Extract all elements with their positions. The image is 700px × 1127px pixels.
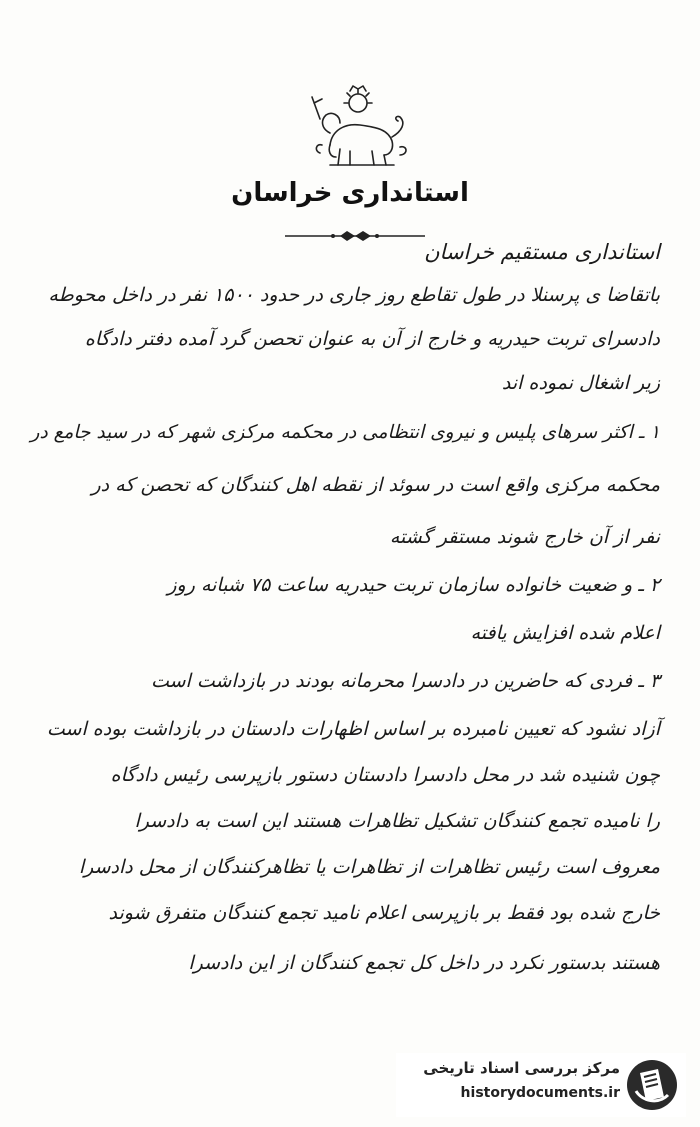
letter-line: باتقاضا ی پرسنلا در طول تقاطع روز جاری در حدود ۱۵۰۰ نفر در داخل محوطه <box>48 284 660 306</box>
letter-line: آزاد نشود که تعیین نامبرده بر اساس اظهارات دادستان در بازداشت بوده است <box>46 718 660 740</box>
letterhead-title: استانداری خراسان <box>231 178 469 208</box>
ornamental-divider <box>285 228 425 244</box>
letter-addressee: استانداری مستقیم خراسان <box>424 240 660 264</box>
letter-line: محکمه مرکزی واقع است در سوئد از نقطه اهل کنندگان که تحصن که در <box>91 474 660 496</box>
archive-watermark <box>396 1053 686 1117</box>
letter-line: نفر از آن خارج شوند مستقر گشته <box>389 526 660 548</box>
letter-line: چون شنیده شد در محل دادسرا دادستان دستور بازپرسی رئیس دادگاه <box>110 764 660 786</box>
letter-line: ۲ ـ و ضعیت خانواده سازمان تربت حیدریه ساعت ۷۵ شبانه روز <box>167 574 660 596</box>
letter-line: ۳ ـ فردی که حاضرین در دادسرا محرمانه بودند در بازداشت است <box>150 670 660 692</box>
letter-line: معروف است رئیس تظاهرات از تظاهرات یا تظاهرکنندگان از محل دادسرا <box>78 856 660 878</box>
watermark-org-name: مرکز بررسی اسناد تاریخی <box>423 1059 620 1077</box>
letter-line: زیر اشغال نموده اند <box>501 372 660 394</box>
letter-line: دادسرای تربت حیدریه و خارج از آن به عنوان تحصن گرد آمده دفتر دادگاه <box>84 328 660 350</box>
lion-and-sun-emblem-icon <box>300 85 420 175</box>
letter-line: خارج شده بود فقط بر بازپرسی اعلام نامید تجمع کنندگان متفرق شوند <box>108 902 660 924</box>
letter-line: اعلام شده افزایش یافته <box>470 622 660 644</box>
letter-line: ۱ ـ اکثر سرهای پلیس و نیروی انتظامی در محکمه مرکزی شهر که در سید جامع در <box>30 422 660 443</box>
letter-line: را نامیده تجمع کنندگان تشکیل تظاهرات هستند این است به دادسرا <box>134 810 660 832</box>
letter-line: هستند بدستور نکرد در داخل کل تجمع کنندگان از این دادسرا <box>188 952 660 974</box>
watermark-url: historydocuments.ir <box>460 1085 620 1101</box>
document-archive-logo-icon <box>624 1057 680 1113</box>
